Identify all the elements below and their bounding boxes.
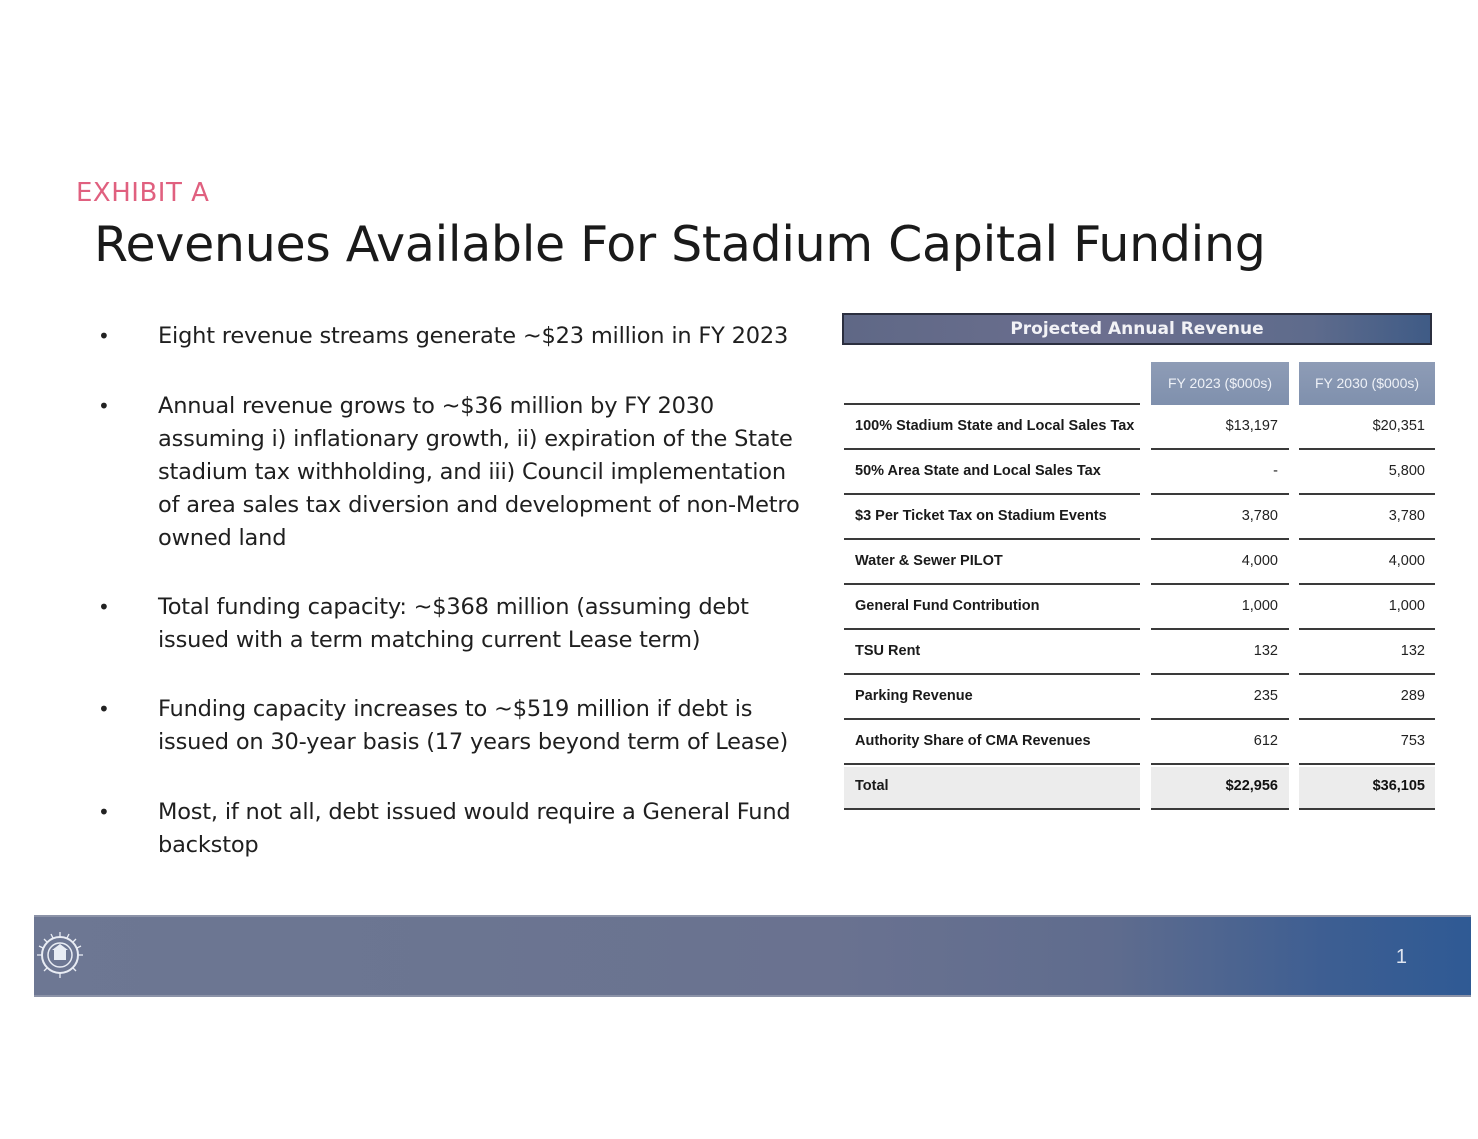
row-value-fy2023: 132 [1253,643,1278,659]
table-row [842,540,1436,585]
table-row-total [842,765,1436,810]
row-value-fy2030: 3,780 [1388,508,1425,524]
row-label: Water & Sewer PILOT [855,553,1003,569]
row-value-fy2023: 235 [1253,688,1278,704]
row-label: 100% Stadium State and Local Sales Tax [855,418,1135,434]
row-label: Authority Share of CMA Revenues [855,733,1091,749]
bullet-text: Funding capacity increases to ~$519 million if debt is issued on 30-year basis (17 years beyond term of Lease) [158,696,789,755]
bullet-text: Annual revenue grows to ~$36 million by FY 2030 assuming i) inflationary growth, ii) expiration of the State stadium tax withholding, and iii) Council implementation of area sales tax diversion and development of non-Metro owned land [158,393,800,551]
page-number: 1 [1395,946,1407,968]
bullet-dot-icon: • [98,394,110,418]
table-title: Projected Annual Revenue [842,313,1432,345]
column-header-fy2030: FY 2030 ($000s) [1299,362,1435,405]
bullet-dot-icon: • [98,324,110,348]
bullet-text: Eight revenue streams generate ~$23 million in FY 2023 [158,323,789,349]
bullet-text: Total funding capacity: ~$368 million (assuming debt issued with a term matching current Lease term) [158,594,749,653]
table-row [842,675,1436,720]
bullet-dot-icon: • [98,595,110,619]
row-label: TSU Rent [855,643,921,659]
row-value-fy2030: 289 [1400,688,1425,704]
row-label: $3 Per Ticket Tax on Stadium Events [855,508,1107,524]
bullet-text: Most, if not all, debt issued would require a General Fund backstop [158,799,791,858]
table-row [842,495,1436,540]
bullet-dot-icon: • [98,800,110,824]
metro-seal-icon [34,926,88,986]
row-value-fy2023: 3,780 [1241,508,1278,524]
bullet-dot-icon: • [98,697,110,721]
row-label: 50% Area State and Local Sales Tax [855,463,1101,479]
table-row [842,585,1436,630]
page-title: Revenues Available For Stadium Capital Funding [94,216,1266,273]
row-value-fy2023: - [1273,463,1278,479]
table-row [842,405,1436,450]
row-value-fy2023: 4,000 [1241,553,1278,569]
table-row [842,720,1436,765]
table-row [842,450,1436,495]
row-label: Total [855,778,889,794]
row-value-fy2023: 612 [1253,733,1278,749]
row-value-fy2030: 753 [1400,733,1425,749]
row-value-fy2023: $13,197 [1225,418,1278,434]
column-header-fy2023: FY 2023 ($000s) [1151,362,1289,405]
row-value-fy2030: 5,800 [1388,463,1425,479]
exhibit-label: EXHIBIT A [76,178,210,208]
row-label: Parking Revenue [855,688,973,704]
footer-bar [34,915,1471,997]
table-row [842,630,1436,675]
row-value-fy2030: 132 [1400,643,1425,659]
row-value-fy2030: 1,000 [1388,598,1425,614]
table-top-rule [844,403,1140,405]
row-value-fy2030: $36,105 [1372,778,1425,794]
row-value-fy2030: $20,351 [1372,418,1425,434]
row-value-fy2023: $22,956 [1225,778,1278,794]
row-value-fy2030: 4,000 [1388,553,1425,569]
row-label: General Fund Contribution [855,598,1040,614]
row-value-fy2023: 1,000 [1241,598,1278,614]
